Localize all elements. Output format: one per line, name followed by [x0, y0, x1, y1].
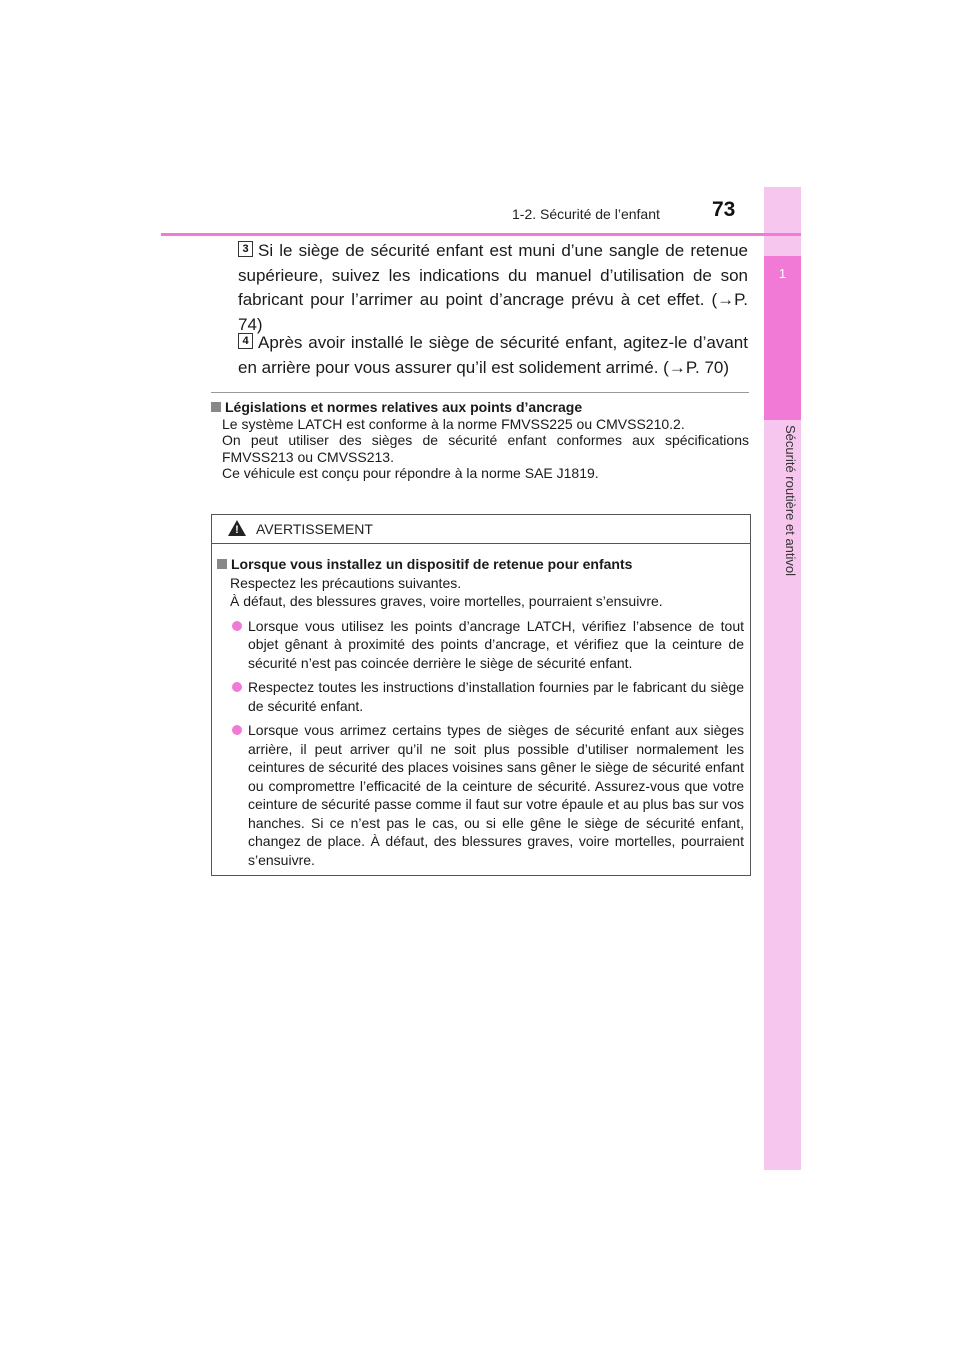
- bullet-dot-icon: [232, 621, 242, 631]
- note-body: [211, 416, 749, 482]
- section-divider: [211, 392, 749, 393]
- warning-title: Lorsque vous installez un dispositif de retenue pour enfants: [217, 555, 744, 574]
- bullet-dot-icon: [232, 682, 242, 692]
- warning-bullet: Respectez toutes les instructions d’installation fournies par le fabricant du siège de sécurité enfant.: [217, 678, 744, 715]
- bullet-dot-icon: [232, 725, 242, 735]
- step-4-text: Après avoir installé le siège de sécurité enfant, agitez-le d’avant en arrière pour vous assurer qu’il est solidement arrimé. (→P. 70): [238, 333, 748, 377]
- note-line: Le système LATCH est conforme à la norme FMVSS225 ou CMVSS210.2.: [222, 415, 685, 432]
- step-3-text: Si le siège de sécurité enfant est muni d’une sangle de retenue supérieure, suivez les indications du manuel d’utilisation de son fabricant pour l’arrimer au point d’ancrage prévu à cet effet. (→P. 74): [238, 241, 748, 334]
- warning-content: [212, 544, 750, 869]
- warning-intro-line: Respectez les précautions suivantes.: [230, 574, 462, 591]
- warning-bullet: Lorsque vous utilisez les points d’ancrage LATCH, vérifiez l’absence de tout objet gênant à proximité des points d’ancrage, et vérifiez que la ceinture de sécurité n’est pas coincée derrière le siège de sécurité enfant.: [217, 617, 744, 673]
- warning-label: AVERTISSEMENT: [256, 521, 373, 537]
- square-bullet-icon: [217, 559, 227, 569]
- warning-box: [211, 514, 751, 876]
- note-title: Législations et normes relatives aux points d’ancrage: [211, 399, 749, 416]
- step-4-badge: 4: [238, 333, 253, 349]
- square-bullet-icon: [211, 402, 221, 412]
- header-divider: [161, 233, 801, 236]
- warning-intro-line: À défaut, des blessures graves, voire mortelles, pourraient s’ensuivre.: [230, 593, 663, 609]
- section-title: 1-2. Sécurité de l’enfant: [512, 206, 660, 222]
- step-3-badge: 3: [238, 241, 253, 257]
- exclamation-icon: !: [235, 524, 239, 536]
- chapter-title: Sécurité routière et antivol: [783, 425, 798, 577]
- chapter-number-block: [764, 256, 801, 420]
- page-number: 73: [712, 198, 736, 221]
- chapter-number: 1: [778, 266, 787, 281]
- warning-bullet: Lorsque vous arrimez certains types de sièges de sécurité enfant aux sièges arrière, il peut arriver qu’il ne soit plus possible d’utiliser normalement les ceintures de sécurité des places voisines sans gêner le siège de sécurité enfant ou compromettre l’efficacité de la ceinture de sécurité. Assurez-vous que votre ceinture de sécurité passe comme il faut sur votre épaule et au plus bas sur vos hanches. Si ce n’est pas le cas, ou si elle gêne le siège de sécurité enfant, changez de place. À défaut, des blessures graves, voire mortelles, pourraient s’ensuivre.: [217, 721, 744, 869]
- note-line: On peut utiliser des sièges de sécurité enfant conformes aux spécifications FMVSS213 ou CMVSS213.: [222, 432, 749, 465]
- step-4: [238, 331, 748, 380]
- note-line: Ce véhicule est conçu pour répondre à la norme SAE J1819.: [222, 465, 599, 481]
- warning-header: [212, 515, 750, 544]
- anchorage-note: [211, 399, 749, 482]
- warning-intro: [217, 574, 744, 611]
- step-3: [238, 239, 748, 337]
